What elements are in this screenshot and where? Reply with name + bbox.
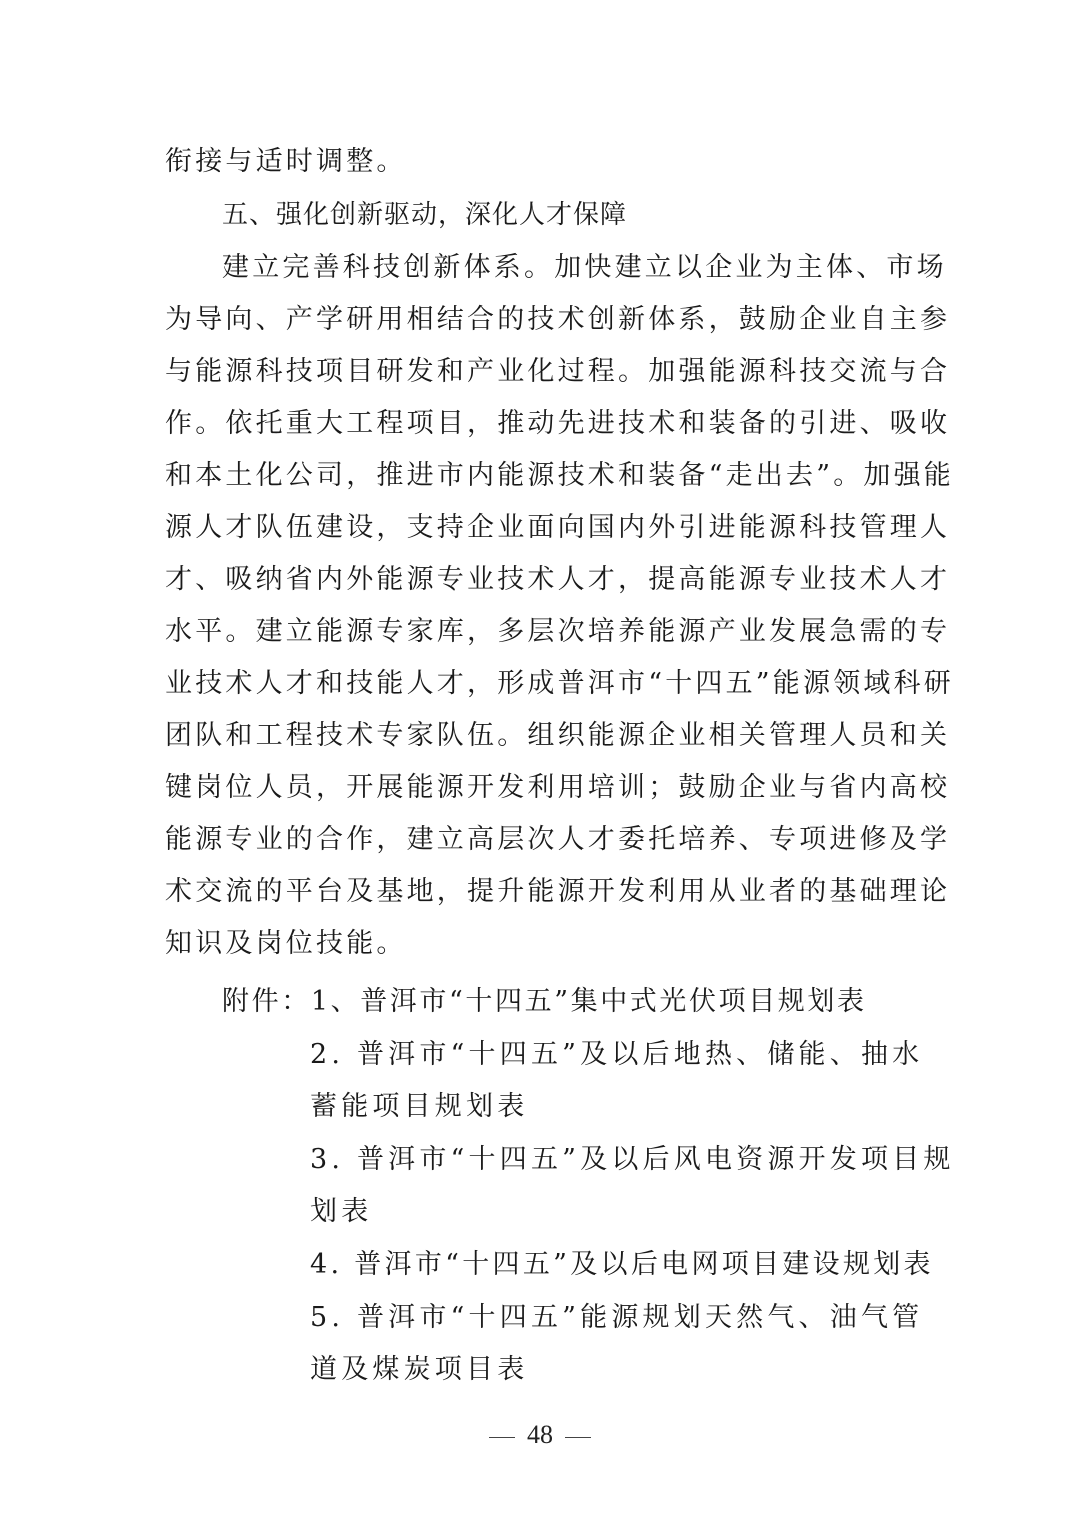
paragraph-line: 源人才队伍建设，支持企业面向国内外引进能源科技管理人 [165, 512, 951, 543]
paragraph-line: 作。依托重大工程项目，推动先进技术和装备的引进、吸收 [165, 408, 951, 439]
paragraph-line: 和本土化公司，推进市内能源技术和装备“走出去”。加强能 [165, 460, 955, 491]
dash-right [565, 1437, 591, 1438]
attachment-item-5: 5. 普洱市“十四五”能源规划天然气、油气管 [310, 1302, 924, 1333]
attachment-item-5-cont: 道及煤炭项目表 [310, 1354, 529, 1385]
section-heading: 五、强化创新驱动，深化人才保障 [222, 200, 628, 230]
paragraph-line: 键岗位人员，开展能源开发利用培训；鼓励企业与省内高校 [165, 772, 951, 803]
continuation-line: 衔接与适时调整。 [165, 146, 407, 177]
paragraph-line: 水平。建立能源专家库，多层次培养能源产业发展急需的专 [165, 616, 951, 647]
attachment-item-2-cont: 蓄能项目规划表 [310, 1091, 529, 1122]
dash-left [489, 1437, 515, 1438]
attachment-item-3-cont: 划表 [310, 1196, 373, 1227]
paragraph-line: 知识及岗位技能。 [165, 928, 407, 959]
paragraph-line: 术交流的平台及基地，提升能源开发利用从业者的基础理论 [165, 876, 951, 907]
paragraph-line: 业技术人才和技能人才，形成普洱市“十四五”能源领域科研 [165, 668, 955, 699]
attachment-item-1: 1、普洱市“十四五”集中式光伏项目规划表 [310, 986, 867, 1017]
attachment-item-4: 4. 普洱市“十四五”及以后电网项目建设规划表 [310, 1249, 934, 1280]
paragraph-line: 为导向、产学研用相结合的技术创新体系，鼓励企业自主参 [165, 304, 951, 335]
paragraph-line: 能源专业的合作，建立高层次人才委托培养、专项进修及学 [165, 824, 951, 855]
paragraph-line: 团队和工程技术专家队伍。组织能源企业相关管理人员和关 [165, 720, 951, 751]
paragraph-line: 与能源科技项目研发和产业化过程。加强能源科技交流与合 [165, 356, 951, 387]
paragraph-line: 才、吸纳省内外能源专业技术人才，提高能源专业技术人才 [165, 564, 951, 595]
attachments-label: 附件： [222, 986, 311, 1017]
attachments-first-line [222, 982, 982, 1022]
attachment-item-3: 3. 普洱市“十四五”及以后风电资源开发项目规 [310, 1144, 955, 1175]
paragraph-line: 建立完善科技创新体系。加快建立以企业为主体、市场 [222, 252, 947, 283]
page-number [0, 1415, 1080, 1455]
page-number-value: 48 [527, 1420, 553, 1449]
attachment-item-2: 2. 普洱市“十四五”及以后地热、储能、抽水 [310, 1039, 924, 1070]
